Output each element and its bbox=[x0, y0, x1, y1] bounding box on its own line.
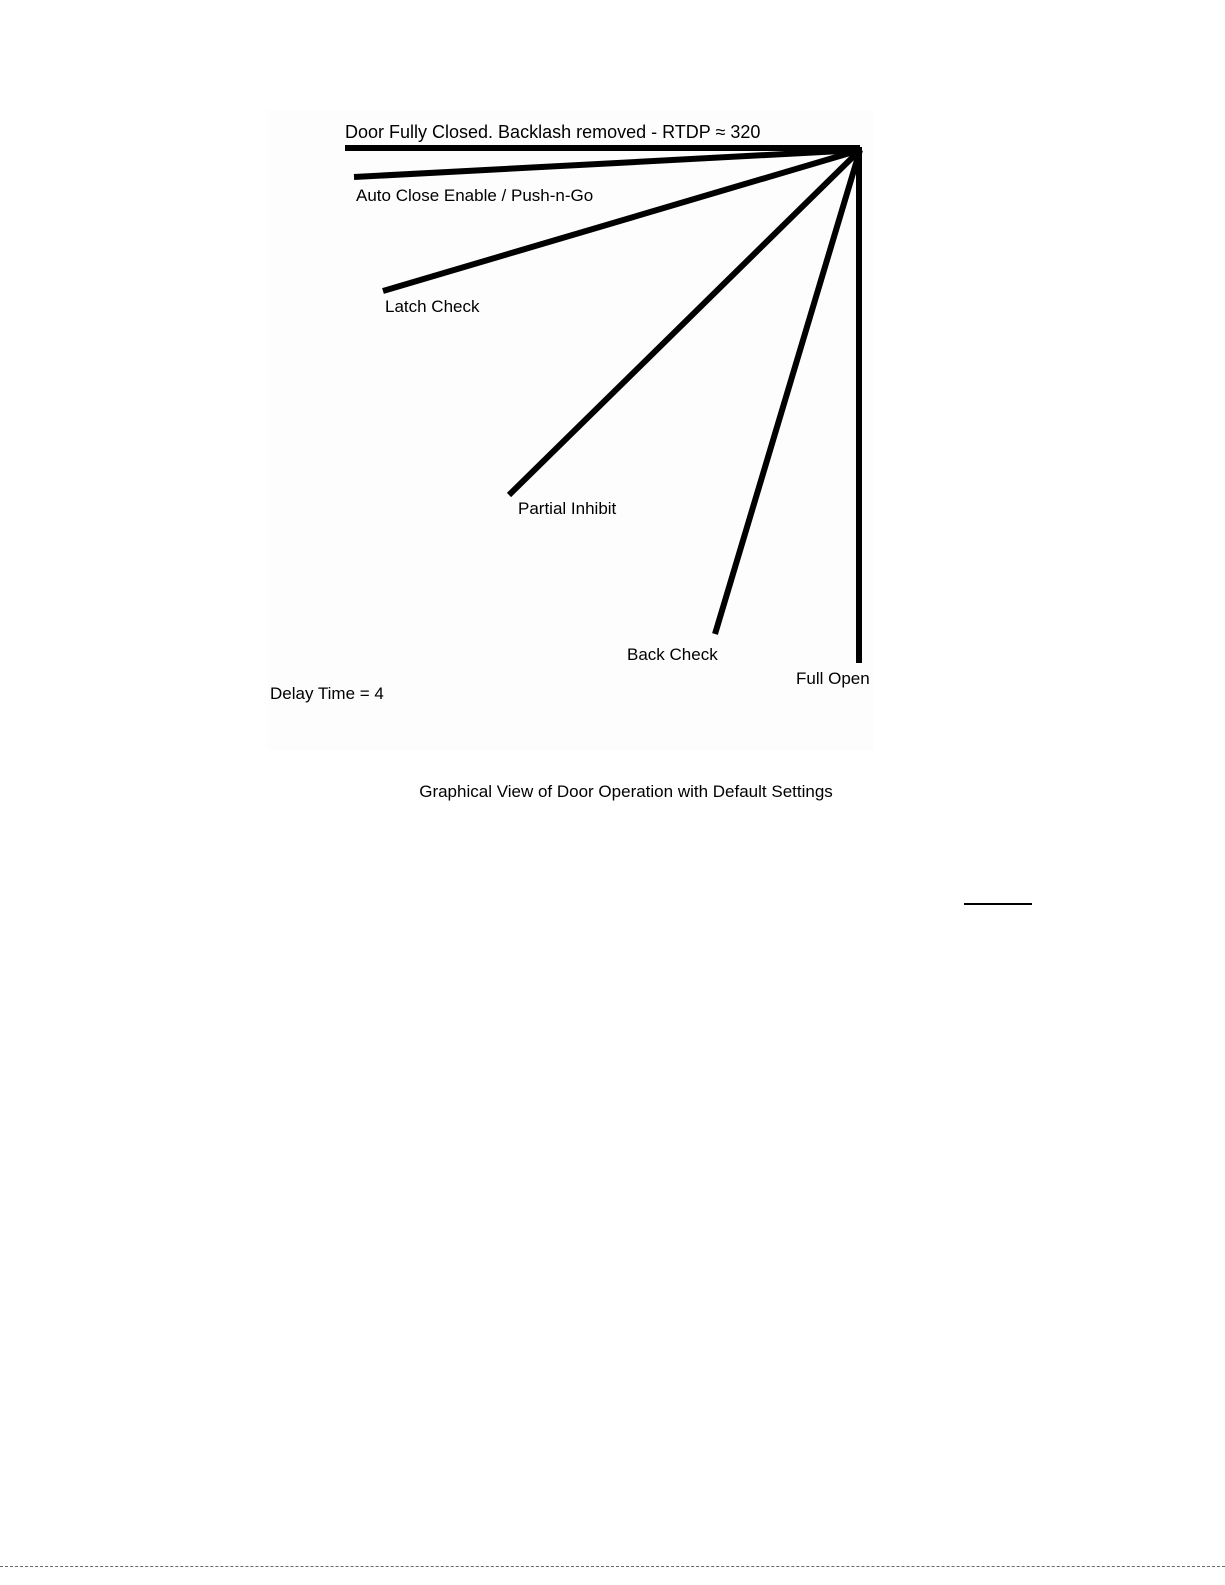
label-delay-time: Delay Time = 4 bbox=[270, 684, 384, 703]
label-partial-inhibit: Partial Inhibit bbox=[518, 499, 617, 518]
label-full-open: Full Open bbox=[796, 669, 870, 688]
label-latch-check: Latch Check bbox=[385, 297, 480, 316]
underline-mark bbox=[964, 903, 1032, 905]
figure-caption: Graphical View of Door Operation with Default Settings bbox=[419, 782, 833, 801]
label-auto-close: Auto Close Enable / Push-n-Go bbox=[356, 186, 594, 205]
diagram-title: Door Fully Closed. Backlash removed - RTDP ≈ 320 bbox=[345, 122, 761, 142]
label-back-check: Back Check bbox=[627, 645, 718, 664]
page-bottom-rule bbox=[0, 1566, 1225, 1567]
